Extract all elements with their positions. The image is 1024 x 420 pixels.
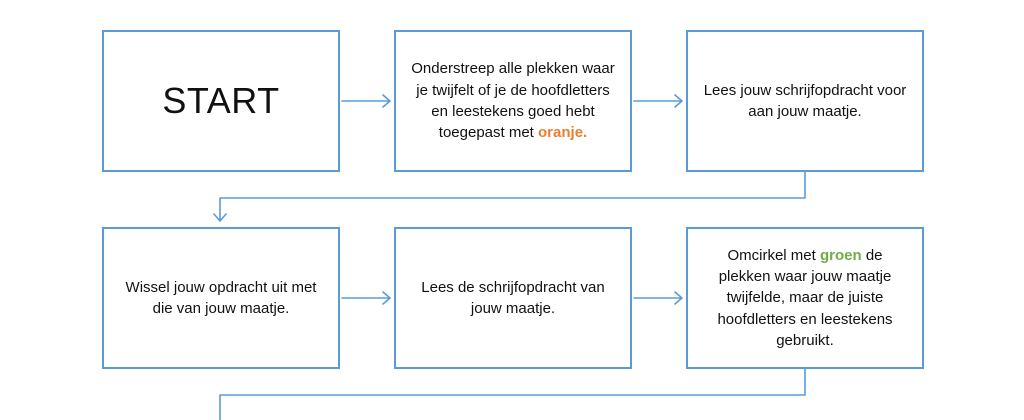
arrow-swap-to-read-partner [342, 292, 390, 304]
arrow-start-to-underline [342, 95, 390, 107]
highlight-orange: oranje. [538, 124, 588, 142]
start-label: START [162, 80, 280, 122]
step-read-own-text: Lees jouw schrijfopdracht voor aan jouw maatje. [703, 81, 907, 120]
step-swap-text: Wissel jouw opdracht uit met die van jouw maatje. [125, 278, 317, 317]
highlight-green: groen [819, 246, 862, 264]
step-underline-text: Onderstreep alle plekken waar je twijfelt of je de hoofdletters en leestekens goed hebt toegepast met oranje. [411, 60, 615, 142]
arrow-circle-to-next [220, 369, 805, 420]
arrow-underline-to-read-own [634, 95, 682, 107]
arrow-read-partner-to-circle [634, 292, 682, 304]
arrow-read-own-to-swap [214, 172, 805, 221]
step-read-partner-text: Lees de schrijfopdracht van jouw maatje. [421, 278, 605, 317]
step-circle-text: Omcirkel met groen de plekken waar jouw maatje twijfelde, maar de juiste hoofdletters en leestekens gebruikt. [717, 246, 893, 349]
